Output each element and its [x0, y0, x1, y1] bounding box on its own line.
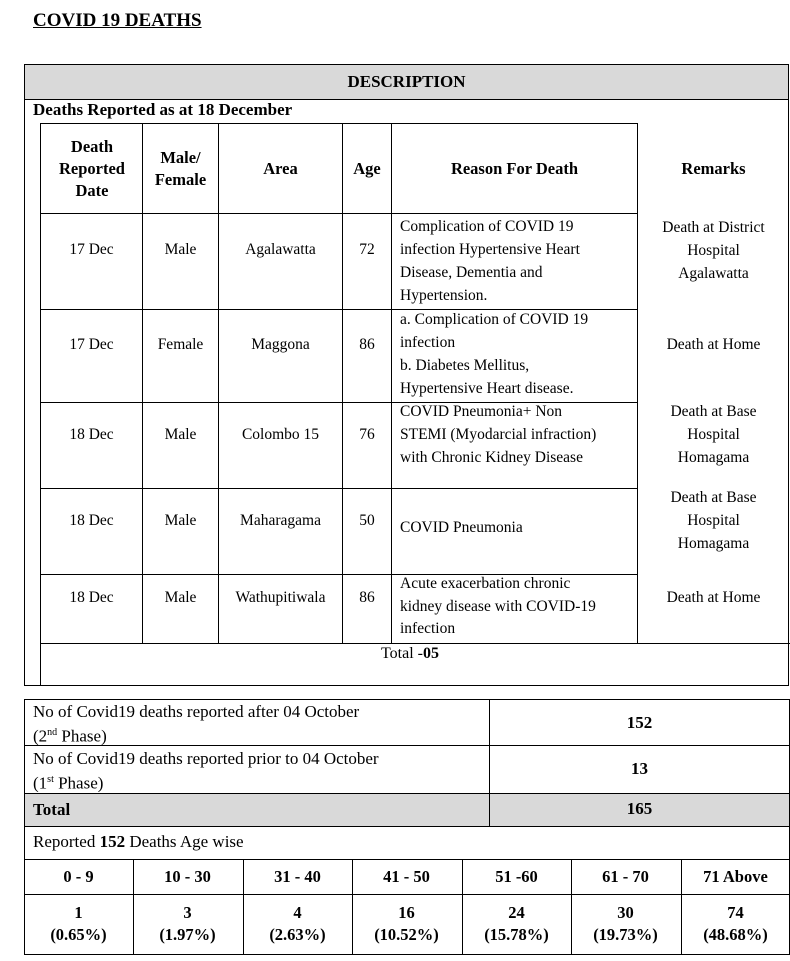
- row4-area: Maharagama: [240, 511, 321, 529]
- row2-remarks: Death at Home: [666, 336, 761, 353]
- col-header-reason: Reason For Death: [450, 158, 579, 178]
- after-october-label: No of Covid19 deaths reported after 04 October (2nd Phase): [33, 702, 360, 746]
- row5-date: 18 Dec: [69, 589, 114, 606]
- age-wise-caption: Reported 152 Deaths Age wise: [33, 832, 244, 851]
- row2-date: 17 Dec: [69, 336, 114, 353]
- row4-reason: COVID Pneumonia: [400, 518, 523, 536]
- row2-sex: Female: [157, 336, 204, 353]
- age-count-3: 16 (10.52%): [374, 903, 439, 944]
- row3-remarks: Death at Base Hospital Homagama: [670, 403, 757, 466]
- row1-area: Agalawatta: [245, 241, 316, 258]
- row2-reason: a. Complication of COVID 19 infection b. Diabetes Mellitus, Hypertensive Heart disease.: [400, 311, 589, 397]
- table-header: DESCRIPTION: [347, 72, 466, 91]
- row4-remarks: Death at Base Hospital Homagama: [670, 489, 757, 552]
- prior-october-label: No of Covid19 deaths reported prior to 04 October (1st Phase): [33, 749, 379, 793]
- age-range-2: 31 - 40: [274, 867, 321, 886]
- row3-area: Colombo 15: [241, 425, 320, 443]
- row2-age: 86: [359, 336, 375, 353]
- age-count-2: 4 (2.63%): [269, 903, 326, 944]
- age-count-5: 30 (19.73%): [593, 903, 658, 944]
- row5-area: Wathupitiwala: [235, 589, 326, 606]
- age-range-3: 41 - 50: [383, 867, 430, 886]
- row3-date: 18 Dec: [69, 425, 114, 443]
- col-header-sex: Male/ Female: [154, 147, 207, 189]
- col-header-remarks: Remarks: [681, 158, 746, 178]
- row1-age: 72: [359, 241, 375, 258]
- row3-age: 76: [359, 425, 375, 443]
- row4-sex: Male: [164, 511, 197, 529]
- col-header-date: Death Reported Date: [59, 136, 125, 200]
- row2-area: Maggona: [251, 336, 310, 353]
- age-range-6: 71 Above: [703, 867, 768, 886]
- age-count-4: 24 (15.78%): [484, 903, 549, 944]
- age-count-6: 74 (48.68%): [703, 903, 768, 944]
- table-subheader: Deaths Reported as at 18 December: [33, 100, 293, 119]
- row5-age: 86: [359, 589, 375, 606]
- row3-sex: Male: [164, 425, 197, 443]
- row1-remarks: Death at District Hospital Agalawatta: [662, 219, 765, 282]
- row4-date: 18 Dec: [69, 511, 114, 529]
- col-header-age: Age: [353, 158, 381, 178]
- after-october-value: 152: [626, 713, 653, 732]
- prior-october-value: 13: [631, 759, 648, 778]
- row5-sex: Male: [164, 589, 197, 606]
- row1-reason: Complication of COVID 19 infection Hypertensive Heart Disease, Dementia and Hypertension.: [400, 218, 580, 304]
- age-range-0: 0 - 9: [63, 867, 94, 886]
- col-header-area: Area: [263, 158, 298, 178]
- row4-age: 50: [359, 511, 375, 529]
- age-range-5: 61 - 70: [602, 867, 649, 886]
- row1-date: 17 Dec: [69, 241, 114, 258]
- row1-sex: Male: [164, 241, 197, 258]
- summary-total-value: 165: [626, 799, 653, 818]
- age-count-0: 1 (0.65%): [50, 903, 107, 944]
- age-count-1: 3 (1.97%): [159, 903, 216, 944]
- row5-remarks: Death at Home: [666, 589, 761, 606]
- page-title: COVID 19 DEATHS: [33, 10, 202, 31]
- row5-reason: Acute exacerbation chronic kidney disease with COVID-19 infection: [400, 575, 596, 637]
- row3-reason: COVID Pneumonia+ Non STEMI (Myodarcial infraction) with Chronic Kidney Disease: [400, 403, 597, 466]
- age-range-4: 51 -60: [495, 867, 538, 886]
- age-range-1: 10 - 30: [164, 867, 211, 886]
- table-total: Total -05: [381, 645, 439, 662]
- summary-total-label: Total: [33, 800, 71, 819]
